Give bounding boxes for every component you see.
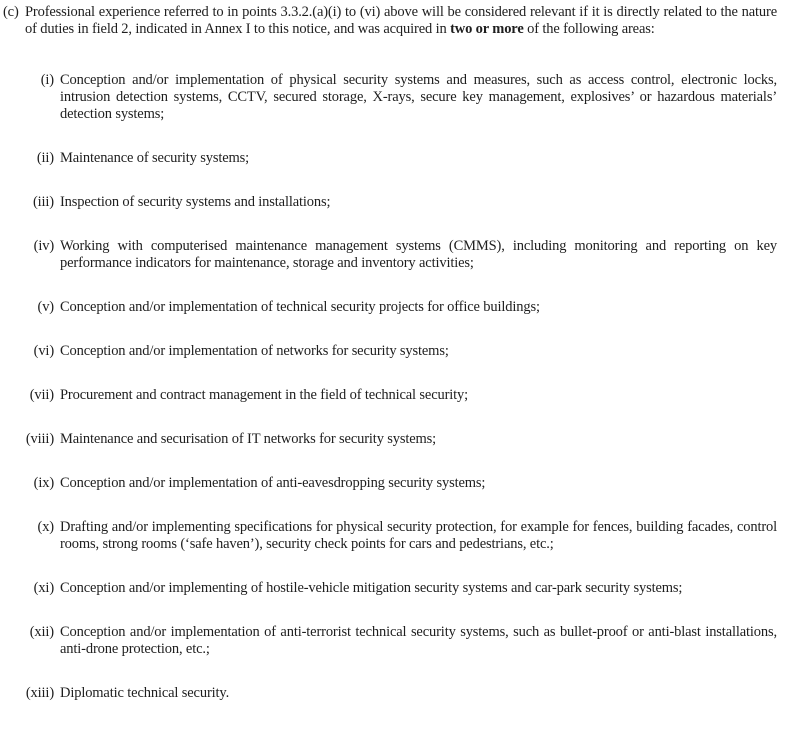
clause-text-after-bold: of the following areas: — [523, 21, 655, 37]
item-number: (iii) — [32, 194, 54, 210]
item-text: Working with computerised maintenance management systems (CMMS), including monitoring and reporting on key performance indicators for maintenance, storage and inventory activities; — [60, 238, 777, 271]
item-text: Conception and/or implementing of hostile-vehicle mitigation security systems and car-park security systems; — [60, 580, 683, 596]
list-item — [3, 150, 777, 167]
item-number: (ix) — [33, 475, 54, 491]
item-text: Inspection of security systems and installations; — [60, 194, 331, 210]
item-text: Maintenance of security systems; — [60, 150, 250, 166]
item-number: (vii) — [29, 387, 54, 403]
clause-bold-text: two or more — [450, 21, 524, 37]
item-text: Conception and/or implementation of anti-eavesdropping security systems; — [60, 475, 486, 491]
list-item — [3, 72, 777, 123]
list-item — [3, 624, 777, 658]
item-text: Maintenance and securisation of IT networks for security systems; — [60, 431, 437, 447]
item-number: (ii) — [36, 150, 54, 166]
item-number: (xi) — [33, 580, 54, 596]
list-item — [3, 343, 777, 360]
list-item — [3, 238, 777, 272]
list-item — [3, 475, 777, 492]
item-number: (xii) — [29, 624, 54, 640]
item-number: (viii) — [25, 431, 54, 447]
item-number: (vi) — [33, 343, 54, 359]
item-number: (i) — [40, 72, 54, 88]
item-text: Conception and/or implementation of technical security projects for office buildings; — [60, 299, 540, 315]
item-text: Conception and/or implementation of anti-terrorist technical security systems, such as bullet-proof or anti-blast installations, anti-drone protection, etc.; — [60, 624, 777, 657]
item-text: Conception and/or implementation of physical security systems and measures, such as access control, electronic locks, intrusion detection systems, CCTV, secured storage, X-rays, secure key management, explosives’ or hazardous materials’ detection systems; — [60, 72, 777, 122]
clause-label: (c) — [3, 4, 19, 20]
item-number: (iv) — [33, 238, 54, 254]
list-item — [3, 194, 777, 211]
item-number: (x) — [37, 519, 54, 535]
experience-areas-list — [3, 72, 777, 702]
list-item — [3, 431, 777, 448]
item-text: Drafting and/or implementing specifications for physical security protection, for example for fences, building facades, control rooms, strong rooms (‘safe haven’), security check points for cars and pedestrians, etc.; — [60, 519, 777, 552]
item-number: (v) — [37, 299, 54, 315]
item-text: Diplomatic technical security. — [60, 685, 230, 701]
clause-text-before-bold: Professional experience referred to in points 3.3.2.(a)(i) to (vi) above will be considered relevant if it is directly related to the nature of duties in field 2, indicated in Annex I to this notice, and was acquired in — [25, 4, 777, 37]
item-text: Procurement and contract management in the field of technical security; — [60, 387, 469, 403]
list-item — [3, 685, 777, 702]
list-item — [3, 580, 777, 597]
list-item — [3, 299, 777, 316]
list-item — [3, 519, 777, 553]
clause-c-paragraph — [3, 4, 777, 38]
item-text: Conception and/or implementation of networks for security systems; — [60, 343, 449, 359]
item-number: (xiii) — [25, 685, 54, 701]
list-item — [3, 387, 777, 404]
